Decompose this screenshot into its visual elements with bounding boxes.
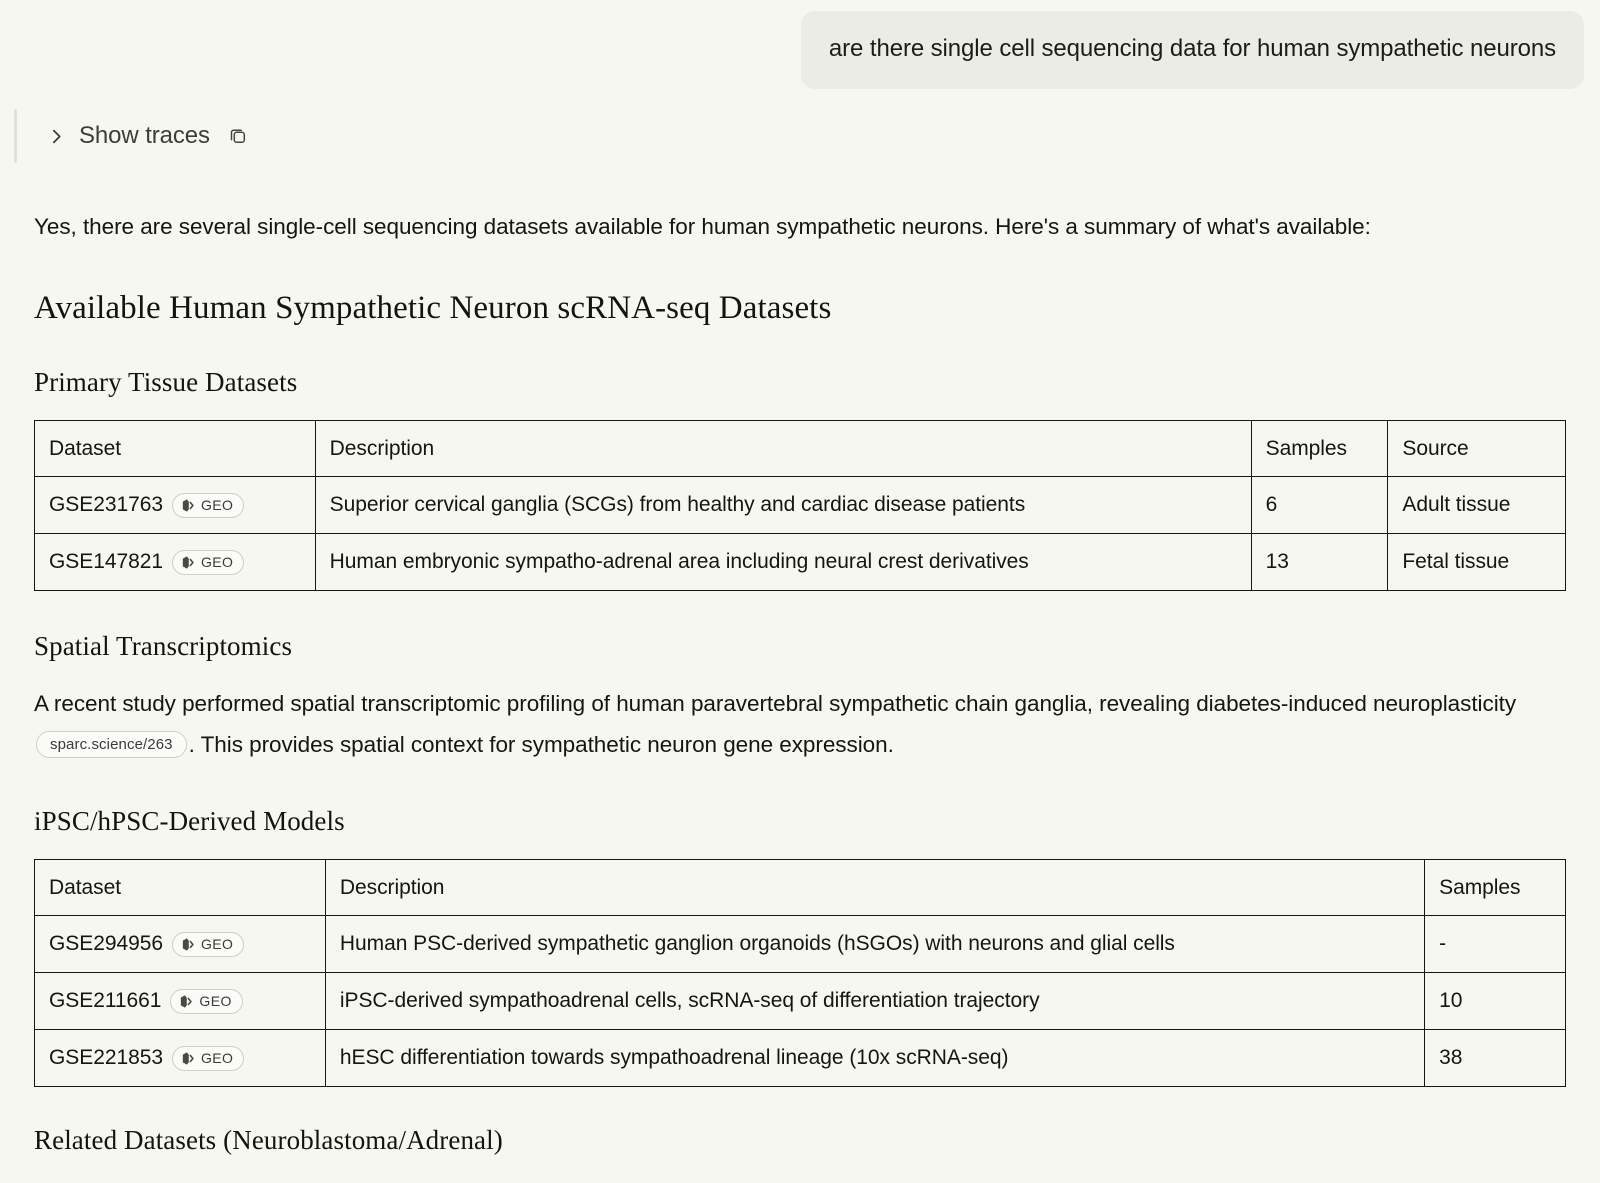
ipsc-models-table	[34, 859, 1566, 1087]
table-row	[35, 1030, 1566, 1087]
dataset-id: GSE147821	[49, 550, 163, 574]
show-traces-toggle[interactable]	[32, 109, 1600, 163]
geo-glyph-icon	[179, 497, 196, 514]
geo-glyph-icon	[179, 1050, 196, 1067]
geo-badge-label: GEO	[200, 554, 234, 571]
cell-samples: 10	[1425, 973, 1566, 1030]
cell-dataset	[35, 916, 326, 973]
column-header-samples: Samples	[1425, 860, 1566, 916]
column-header-source: Source	[1388, 421, 1566, 477]
geo-glyph-icon	[179, 554, 196, 571]
column-header-dataset: Dataset	[35, 421, 316, 477]
table-row	[35, 916, 1566, 973]
cell-dataset	[35, 973, 326, 1030]
cell-description: hESC differentiation towards sympathoadrenal lineage (10x scRNA-seq)	[325, 1030, 1424, 1087]
geo-glyph-icon	[179, 936, 196, 953]
heading-ipsc-models: iPSC/hPSC-Derived Models	[34, 806, 345, 837]
spatial-text-after: . This provides spatial context for sympathetic neuron gene expression.	[188, 732, 894, 758]
cell-dataset	[35, 477, 316, 534]
geo-badge-label: GEO	[200, 936, 234, 953]
geo-badge-label: GEO	[200, 497, 234, 514]
cell-description: Human embryonic sympatho-adrenal area including neural crest derivatives	[315, 534, 1251, 591]
column-header-description: Description	[315, 421, 1251, 477]
geo-badge-label: GEO	[199, 993, 232, 1010]
show-traces-section	[0, 109, 1600, 163]
heading-related-datasets: Related Datasets (Neuroblastoma/Adrenal)	[34, 1125, 503, 1156]
heading-spatial-transcriptomics: Spatial Transcriptomics	[34, 631, 293, 662]
dataset-id: GSE294956	[49, 932, 163, 956]
geo-badge-label: GEO	[200, 1050, 234, 1067]
show-traces-label: Show traces	[79, 122, 210, 150]
table-header-row	[35, 421, 1566, 477]
cell-description: Human PSC-derived sympathetic ganglion organoids (hSGOs) with neurons and glial cells	[325, 916, 1424, 973]
spatial-text-before: A recent study performed spatial transcriptomic profiling of human paravertebral sympathetic chain ganglia, revealing diabetes-induced neuroplasticity	[34, 691, 1517, 717]
geo-badge[interactable]	[172, 932, 244, 957]
column-header-samples: Samples	[1251, 421, 1388, 477]
cell-samples: 6	[1251, 477, 1388, 534]
cell-dataset	[35, 534, 316, 591]
answer-body	[0, 207, 1600, 1156]
dataset-id: GSE231763	[49, 493, 163, 517]
geo-badge[interactable]	[172, 493, 244, 518]
user-query-row	[0, 0, 1600, 89]
table-row	[35, 477, 1566, 534]
heading-primary-tissue: Primary Tissue Datasets	[34, 367, 298, 398]
column-header-dataset: Dataset	[35, 860, 326, 916]
intro-paragraph: Yes, there are several single-cell sequencing datasets available for human sympathetic neurons. Here's a summary of what's available:	[34, 214, 1371, 240]
table-row	[35, 534, 1566, 591]
chevron-right-icon	[48, 128, 65, 145]
traces-left-rule	[14, 109, 17, 163]
geo-badge[interactable]	[172, 1046, 244, 1071]
citation-chip[interactable]: sparc.science/263	[36, 731, 187, 758]
cell-description: Superior cervical ganglia (SCGs) from healthy and cardiac disease patients	[315, 477, 1251, 534]
column-header-description: Description	[325, 860, 1424, 916]
cell-source: Adult tissue	[1388, 477, 1566, 534]
table-header-row	[35, 860, 1566, 916]
cell-samples: -	[1425, 916, 1566, 973]
cell-dataset	[35, 1030, 326, 1087]
spatial-paragraph	[34, 684, 1534, 766]
cell-samples: 13	[1251, 534, 1388, 591]
geo-badge[interactable]	[172, 550, 244, 575]
dataset-id: GSE211661	[49, 989, 162, 1013]
table-row	[35, 973, 1566, 1030]
cell-source: Fetal tissue	[1388, 534, 1566, 591]
copy-icon[interactable]	[228, 126, 248, 146]
answer-section-title: Available Human Sympathetic Neuron scRNA-seq Datasets	[34, 290, 832, 327]
dataset-id: GSE221853	[49, 1046, 163, 1070]
primary-tissue-table	[34, 420, 1566, 591]
geo-badge[interactable]	[170, 989, 242, 1014]
user-query-bubble: are there single cell sequencing data for human sympathetic neurons	[801, 11, 1584, 89]
geo-glyph-icon	[177, 993, 194, 1010]
cell-description: iPSC-derived sympathoadrenal cells, scRNA-seq of differentiation trajectory	[325, 973, 1424, 1030]
cell-samples: 38	[1425, 1030, 1566, 1087]
